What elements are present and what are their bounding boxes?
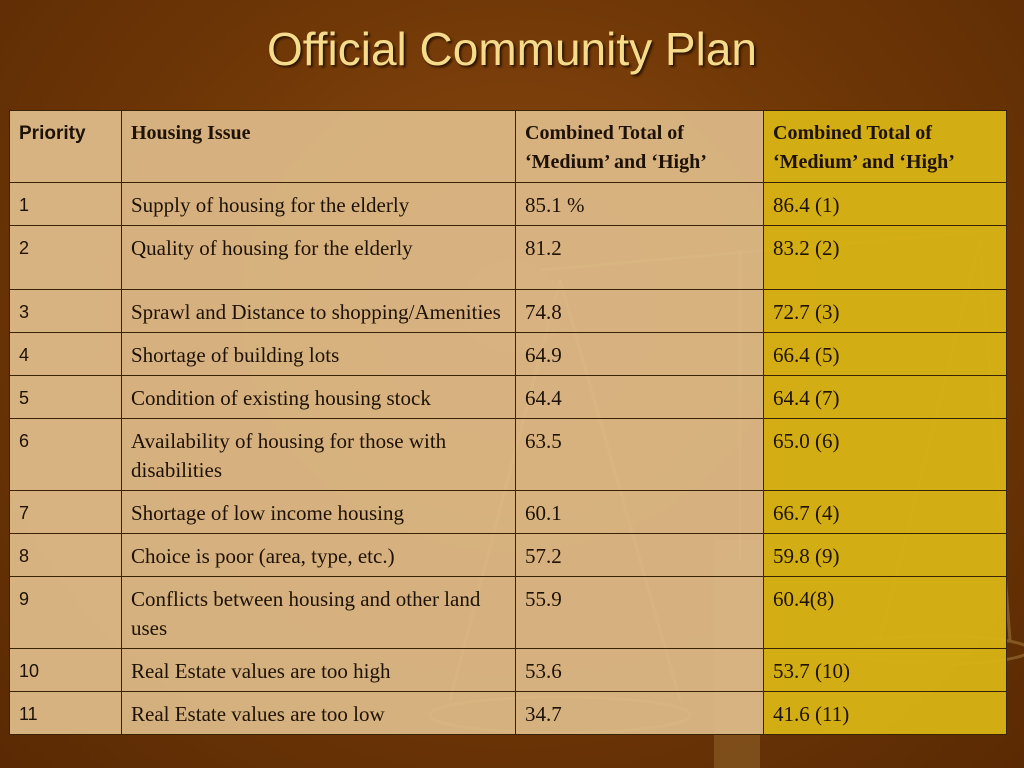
issue-cell: Availability of housing for those with disabilities [122, 419, 516, 491]
header-housing-issue: Housing Issue [122, 111, 516, 183]
total-a-cell: 85.1 % [516, 183, 764, 226]
priority-cell: 7 [10, 491, 122, 534]
priority-cell: 11 [10, 692, 122, 735]
total-b-cell: 72.7 (3) [764, 290, 1007, 333]
priority-cell: 2 [10, 226, 122, 290]
priority-cell: 4 [10, 333, 122, 376]
total-b-cell: 83.2 (2) [764, 226, 1007, 290]
table-row [10, 491, 1007, 534]
issue-cell: Real Estate values are too high [122, 649, 516, 692]
issue-cell: Shortage of low income housing [122, 491, 516, 534]
issue-cell: Sprawl and Distance to shopping/Amenities [122, 290, 516, 333]
table-row [10, 649, 1007, 692]
total-a-cell: 81.2 [516, 226, 764, 290]
total-a-cell: 64.9 [516, 333, 764, 376]
table-header-row [10, 111, 1007, 183]
total-b-cell: 59.8 (9) [764, 534, 1007, 577]
total-a-cell: 55.9 [516, 577, 764, 649]
priority-cell: 10 [10, 649, 122, 692]
total-a-cell: 64.4 [516, 376, 764, 419]
priority-cell: 8 [10, 534, 122, 577]
issue-cell: Condition of existing housing stock [122, 376, 516, 419]
table-row [10, 692, 1007, 735]
total-b-cell: 64.4 (7) [764, 376, 1007, 419]
table-row [10, 290, 1007, 333]
total-a-cell: 34.7 [516, 692, 764, 735]
issue-cell: Supply of housing for the elderly [122, 183, 516, 226]
total-b-cell: 41.6 (11) [764, 692, 1007, 735]
header-priority: Priority [10, 111, 122, 183]
total-b-cell: 86.4 (1) [764, 183, 1007, 226]
total-b-cell: 53.7 (10) [764, 649, 1007, 692]
priority-cell: 5 [10, 376, 122, 419]
total-b-cell: 66.4 (5) [764, 333, 1007, 376]
total-a-cell: 60.1 [516, 491, 764, 534]
total-a-cell: 63.5 [516, 419, 764, 491]
issue-cell: Shortage of building lots [122, 333, 516, 376]
table-row [10, 577, 1007, 649]
total-a-cell: 57.2 [516, 534, 764, 577]
total-b-cell: 60.4(8) [764, 577, 1007, 649]
issue-cell: Real Estate values are too low [122, 692, 516, 735]
header-combined-total-a: Combined Total of ‘Medium’ and ‘High’ [516, 111, 764, 183]
table-row [10, 419, 1007, 491]
priority-cell: 6 [10, 419, 122, 491]
table-row [10, 226, 1007, 290]
header-combined-total-b: Combined Total of ‘Medium’ and ‘High’ [764, 111, 1007, 183]
priority-cell: 3 [10, 290, 122, 333]
total-b-cell: 66.7 (4) [764, 491, 1007, 534]
housing-priority-table [9, 110, 1007, 735]
table-row [10, 333, 1007, 376]
total-b-cell: 65.0 (6) [764, 419, 1007, 491]
issue-cell: Choice is poor (area, type, etc.) [122, 534, 516, 577]
total-a-cell: 74.8 [516, 290, 764, 333]
table-row [10, 376, 1007, 419]
priority-cell: 9 [10, 577, 122, 649]
total-a-cell: 53.6 [516, 649, 764, 692]
issue-cell: Conflicts between housing and other land uses [122, 577, 516, 649]
slide-title: Official Community Plan [267, 23, 757, 75]
issue-cell: Quality of housing for the elderly [122, 226, 516, 290]
priority-cell: 1 [10, 183, 122, 226]
table-row [10, 534, 1007, 577]
table-row [10, 183, 1007, 226]
